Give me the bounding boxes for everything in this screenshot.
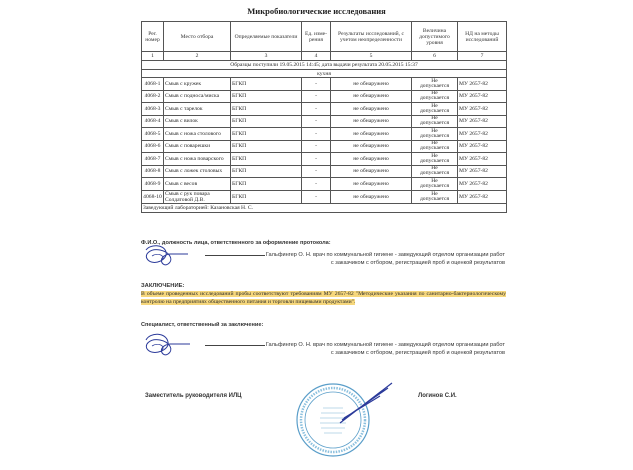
responsible-name: Гальфингер О. Н. врач по коммунальной гигиене - заведующий отделом организации работ bbox=[265, 342, 505, 348]
conclusion-highlight: В объеме проведенных исследований пробы соответствуют требованиям МУ 2657-82 "Методические указания по санитарно-бактериологическому контролю на предприятиях общественного питания и торговли пищевыми продуктами". bbox=[141, 291, 506, 306]
allowed-level-line: Не bbox=[431, 190, 438, 197]
signature-icon bbox=[140, 330, 200, 360]
reg-number: 4068-1 bbox=[142, 78, 164, 91]
allowed-level-line: допускается bbox=[419, 145, 450, 152]
allowed-level-line: Не bbox=[431, 115, 438, 122]
responsible-name: Гальфингер О. Н. врач по коммунальной гигиене - заведующий отделом организации работ bbox=[265, 252, 505, 258]
signature-icon bbox=[140, 242, 200, 270]
method: МУ 2657-82 bbox=[458, 153, 507, 166]
column-number: 1 bbox=[142, 52, 164, 61]
table-row bbox=[142, 190, 507, 203]
allowed-level bbox=[412, 78, 458, 91]
table-row bbox=[142, 90, 507, 103]
column-number: 5 bbox=[331, 52, 412, 61]
method: МУ 2657-82 bbox=[458, 165, 507, 178]
indicator: БГКП bbox=[231, 165, 302, 178]
result: не обнаружено bbox=[331, 153, 412, 166]
column-number: 4 bbox=[302, 52, 331, 61]
sampling-place: Смыв с тарелок bbox=[164, 103, 231, 116]
header-allowed-level: Величина допустимого уровня bbox=[412, 22, 458, 52]
column-number: 7 bbox=[458, 52, 507, 61]
allowed-level-line: Не bbox=[431, 127, 438, 134]
table-footer-row bbox=[142, 203, 507, 212]
allowed-level-line: допускается bbox=[419, 170, 450, 177]
allowed-level-line: Не bbox=[431, 177, 438, 184]
allowed-level-line: допускается bbox=[419, 82, 450, 89]
deputy-position: Заместитель руководителя ИЛЦ bbox=[145, 393, 242, 399]
indicator: БГКП bbox=[231, 178, 302, 191]
result: не обнаружено bbox=[331, 190, 412, 203]
allowed-level bbox=[412, 103, 458, 116]
conclusion-responsible-label: Специалист, ответственный за заключение: bbox=[141, 322, 264, 328]
result: не обнаружено bbox=[331, 103, 412, 116]
result: не обнаружено bbox=[331, 128, 412, 141]
column-number: 3 bbox=[231, 52, 302, 61]
header-sampling-place: Место отбора bbox=[164, 22, 231, 52]
allowed-level bbox=[412, 178, 458, 191]
unit: - bbox=[302, 140, 331, 153]
result: не обнаружено bbox=[331, 140, 412, 153]
indicator: БГКП bbox=[231, 128, 302, 141]
table-row bbox=[142, 153, 507, 166]
reg-number: 4068-6 bbox=[142, 140, 164, 153]
allowed-level bbox=[412, 153, 458, 166]
allowed-level-line: допускается bbox=[419, 95, 450, 102]
result: не обнаружено bbox=[331, 165, 412, 178]
allowed-level-line: допускается bbox=[419, 157, 450, 164]
sampling-place: Смыв с подноса/миска bbox=[164, 90, 231, 103]
sampling-place: Смыв с ножа поварского bbox=[164, 153, 231, 166]
indicator: БГКП bbox=[231, 115, 302, 128]
allowed-level bbox=[412, 165, 458, 178]
sampling-place: Смыв с поварешки bbox=[164, 140, 231, 153]
table-row bbox=[142, 128, 507, 141]
reg-number: 4068-9 bbox=[142, 178, 164, 191]
responsible-line bbox=[200, 342, 505, 350]
indicator: БГКП bbox=[231, 140, 302, 153]
reg-number: 4068-4 bbox=[142, 115, 164, 128]
allowed-level-line: допускается bbox=[419, 182, 450, 189]
allowed-level-line: Не bbox=[431, 77, 438, 84]
header-method: НД на методы исследований bbox=[458, 22, 507, 52]
reg-number: 4068-8 bbox=[142, 165, 164, 178]
allowed-level-line: допускается bbox=[419, 195, 450, 202]
indicator: БГКП bbox=[231, 153, 302, 166]
samples-info-row bbox=[142, 61, 507, 70]
reg-number: 4068-5 bbox=[142, 128, 164, 141]
section-row bbox=[142, 70, 507, 78]
allowed-level-line: допускается bbox=[419, 107, 450, 114]
header-results: Результаты исследований, с учетом неопределенности bbox=[331, 22, 412, 52]
indicator: БГКП bbox=[231, 78, 302, 91]
allowed-level-line: Не bbox=[431, 140, 438, 147]
responsible-position: с заказчиком с отбором, регистрацией проб и оценкой результатов bbox=[330, 349, 505, 356]
section-title: кухня bbox=[142, 70, 507, 78]
unit: - bbox=[302, 178, 331, 191]
indicator: БГКП bbox=[231, 190, 302, 203]
result: не обнаружено bbox=[331, 78, 412, 91]
method: МУ 2657-82 bbox=[458, 78, 507, 91]
unit: - bbox=[302, 190, 331, 203]
allowed-level bbox=[412, 115, 458, 128]
allowed-level-line: допускается bbox=[419, 132, 450, 139]
protocol-responsible-signature bbox=[200, 252, 505, 267]
allowed-level bbox=[412, 128, 458, 141]
column-number-row bbox=[142, 52, 507, 61]
method: МУ 2657-82 bbox=[458, 190, 507, 203]
signature-underline bbox=[205, 345, 265, 346]
sampling-place: Смыв с кружек bbox=[164, 78, 231, 91]
unit: - bbox=[302, 90, 331, 103]
table-row bbox=[142, 140, 507, 153]
reg-number: 4068-10 bbox=[142, 190, 164, 203]
unit: - bbox=[302, 103, 331, 116]
indicator: БГКП bbox=[231, 90, 302, 103]
method: МУ 2657-82 bbox=[458, 90, 507, 103]
reg-number: 4068-3 bbox=[142, 103, 164, 116]
method: МУ 2657-82 bbox=[458, 140, 507, 153]
deputy-name: Логинов С.И. bbox=[418, 393, 457, 399]
result: не обнаружено bbox=[331, 90, 412, 103]
reg-number: 4068-7 bbox=[142, 153, 164, 166]
column-number: 2 bbox=[164, 52, 231, 61]
method: МУ 2657-82 bbox=[458, 178, 507, 191]
signature-underline bbox=[205, 255, 265, 256]
table-row bbox=[142, 115, 507, 128]
sampling-place: Смыв с ложек столовых bbox=[164, 165, 231, 178]
sampling-place: Смыв с вилок bbox=[164, 115, 231, 128]
result: не обнаружено bbox=[331, 115, 412, 128]
reg-number: 4068-2 bbox=[142, 90, 164, 103]
unit: - bbox=[302, 115, 331, 128]
signature-icon bbox=[330, 378, 400, 428]
conclusion-label: ЗАКЛЮЧЕНИЕ: bbox=[141, 283, 185, 289]
conclusion-text bbox=[141, 290, 506, 307]
sampling-place: Смыв с ножа столового bbox=[164, 128, 231, 141]
header-indicators: Определяемые показатели bbox=[231, 22, 302, 52]
unit: - bbox=[302, 78, 331, 91]
allowed-level bbox=[412, 190, 458, 203]
method: МУ 2657-82 bbox=[458, 103, 507, 116]
allowed-level bbox=[412, 140, 458, 153]
table-row bbox=[142, 103, 507, 116]
allowed-level-line: Не bbox=[431, 102, 438, 109]
unit: - bbox=[302, 153, 331, 166]
method: МУ 2657-82 bbox=[458, 128, 507, 141]
table-row bbox=[142, 178, 507, 191]
method: МУ 2657-82 bbox=[458, 115, 507, 128]
column-number: 6 bbox=[412, 52, 458, 61]
header-reg-number: Рег. номер bbox=[142, 22, 164, 52]
unit: - bbox=[302, 165, 331, 178]
allowed-level bbox=[412, 90, 458, 103]
table-row bbox=[142, 165, 507, 178]
result: не обнаружено bbox=[331, 178, 412, 191]
allowed-level-line: Не bbox=[431, 152, 438, 159]
conclusion-responsible-signature bbox=[200, 342, 505, 357]
sampling-place: Смыв с рук повара Солдатовой Д.В. bbox=[164, 190, 231, 203]
results-table bbox=[141, 21, 507, 213]
responsible-position: с заказчиком с отбором, регистрацией проб и оценкой результатов bbox=[330, 259, 505, 266]
allowed-level-line: Не bbox=[431, 165, 438, 172]
sampling-place: Смыв с весов bbox=[164, 178, 231, 191]
document-title: Микробиологические исследования bbox=[247, 6, 386, 16]
table-header-row bbox=[142, 22, 507, 52]
unit: - bbox=[302, 128, 331, 141]
protocol-responsible-label: Ф.И.О., должность лица, ответственного за оформление протокола: bbox=[141, 240, 331, 246]
samples-info: Образцы поступили 19.05.2015 14:45; дата выдачи результата 20.05.2015 15:37 bbox=[142, 61, 507, 70]
indicator: БГКП bbox=[231, 103, 302, 116]
table-row bbox=[142, 78, 507, 91]
header-unit: Ед. изме-рения bbox=[302, 22, 331, 52]
lab-head: Заведующий лабораторией: Казановская Н. С. bbox=[142, 203, 507, 212]
allowed-level-line: допускается bbox=[419, 120, 450, 127]
allowed-level-line: Не bbox=[431, 90, 438, 97]
responsible-line bbox=[200, 252, 505, 260]
